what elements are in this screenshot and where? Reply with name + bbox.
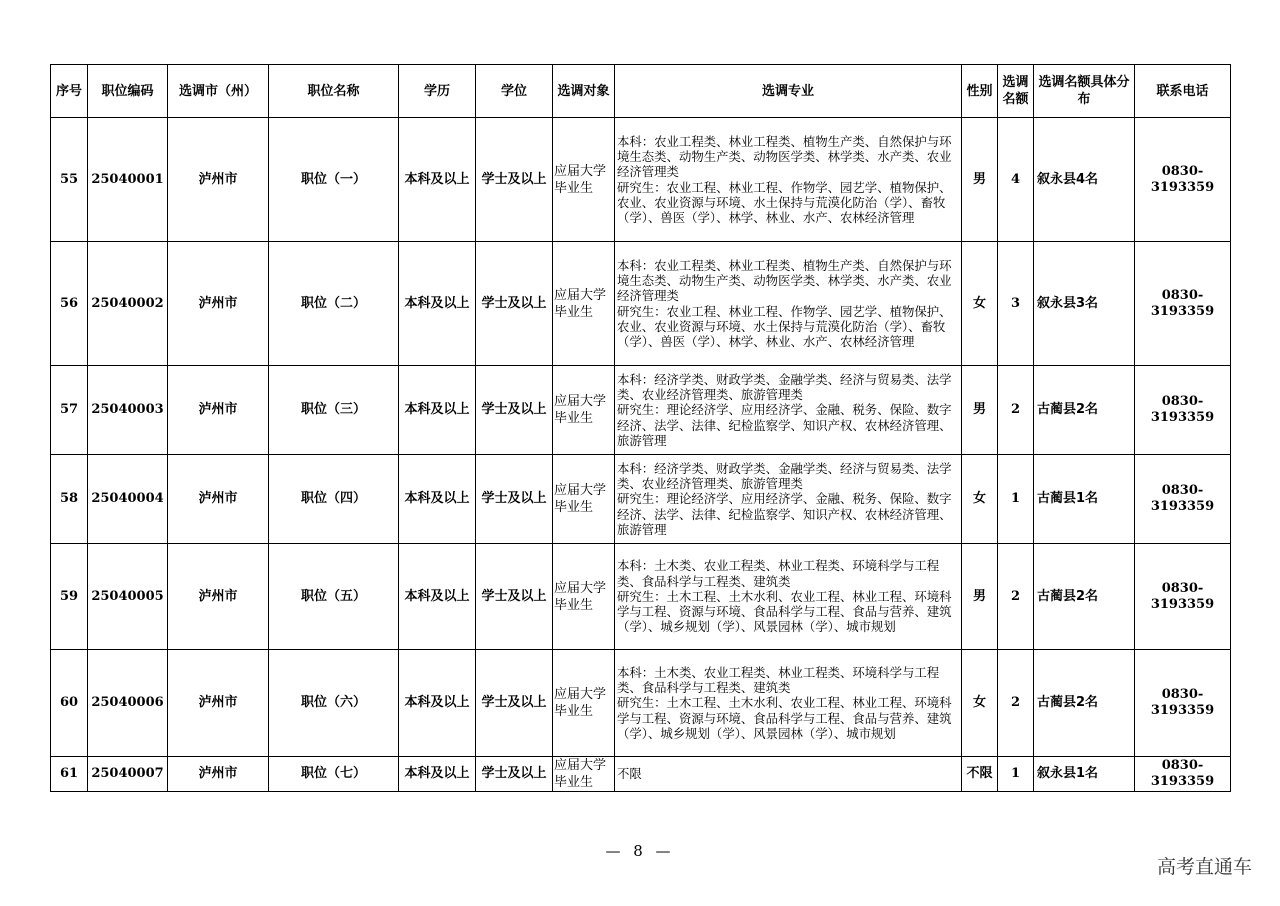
cell-gender: 男	[962, 544, 998, 650]
major-undergrad: 本科：农业工程类、林业工程类、植物生产类、自然保护与环境生态类、动物生产类、动物医学类、林学类、水产类、农业经济管理类	[617, 133, 952, 180]
recruitment-table	[50, 64, 1231, 792]
cell-target: 应届大学毕业生	[553, 650, 615, 757]
table-row	[51, 118, 1231, 242]
cell-degree: 学士及以上	[476, 118, 553, 242]
cell-distribution: 叙永县1名	[1034, 757, 1135, 792]
cell-phone: 0830-3193359	[1135, 455, 1231, 544]
header-phone: 联系电话	[1135, 65, 1231, 118]
cell-position: 职位（四）	[269, 455, 399, 544]
header-major: 选调专业	[615, 65, 962, 118]
cell-quota: 2	[998, 650, 1034, 757]
cell-phone: 0830-3193359	[1135, 650, 1231, 757]
major-grad: 研究生：农业工程、林业工程、作物学、园艺学、植物保护、农业、农业资源与环境、水土保持与荒漠化防治（学）、畜牧（学）、兽医（学）、林学、林业、水产、农林经济管理	[617, 303, 952, 349]
cell-distribution: 古蔺县2名	[1034, 650, 1135, 757]
page-number: — 8 —	[605, 842, 675, 860]
cell-quota: 3	[998, 242, 1034, 366]
cell-major	[615, 242, 962, 366]
cell-gender: 不限	[962, 757, 998, 792]
cell-major	[615, 650, 962, 757]
cell-target: 应届大学毕业生	[553, 366, 615, 455]
cell-city: 泸州市	[168, 242, 269, 366]
header-position: 职位名称	[269, 65, 399, 118]
cell-position: 职位（二）	[269, 242, 399, 366]
cell-distribution: 叙永县4名	[1034, 118, 1135, 242]
cell-phone: 0830-3193359	[1135, 118, 1231, 242]
major-undergrad: 本科：土木类、农业工程类、林业工程类、环境科学与工程类、食品科学与工程类、建筑类	[617, 664, 940, 696]
cell-target: 应届大学毕业生	[553, 242, 615, 366]
cell-target: 应届大学毕业生	[553, 455, 615, 544]
cell-city: 泸州市	[168, 650, 269, 757]
major-grad: 研究生：理论经济学、应用经济学、金融、税务、保险、数字经济、法学、法律、纪检监察学、知识产权、农林经济管理、旅游管理	[617, 402, 952, 448]
cell-education: 本科及以上	[399, 757, 476, 792]
cell-seq: 61	[51, 757, 88, 792]
major-undergrad: 本科：农业工程类、林业工程类、植物生产类、自然保护与环境生态类、动物生产类、动物医学类、林学类、水产类、农业经济管理类	[617, 257, 952, 304]
cell-quota: 1	[998, 757, 1034, 792]
table-row	[51, 366, 1231, 455]
header-gender: 性别	[962, 65, 998, 118]
cell-city: 泸州市	[168, 757, 269, 792]
major-undergrad: 本科：经济学类、财政学类、金融学类、经济与贸易类、法学类、农业经济管理类、旅游管理类	[617, 460, 952, 492]
major-grad: 研究生：农业工程、林业工程、作物学、园艺学、植物保护、农业、农业资源与环境、水土保持与荒漠化防治（学）、畜牧（学）、兽医（学）、林学、林业、水产、农林经济管理	[617, 179, 952, 225]
cell-degree: 学士及以上	[476, 242, 553, 366]
major-undergrad: 本科：经济学类、财政学类、金融学类、经济与贸易类、法学类、农业经济管理类、旅游管理类	[617, 371, 952, 403]
cell-phone: 0830-3193359	[1135, 242, 1231, 366]
cell-major	[615, 118, 962, 242]
cell-education: 本科及以上	[399, 366, 476, 455]
cell-city: 泸州市	[168, 544, 269, 650]
cell-target: 应届大学毕业生	[553, 757, 615, 792]
major-grad: 研究生：理论经济学、应用经济学、金融、税务、保险、数字经济、法学、法律、纪检监察学、知识产权、农林经济管理、旅游管理	[617, 491, 952, 537]
cell-gender: 男	[962, 366, 998, 455]
cell-degree: 学士及以上	[476, 366, 553, 455]
cell-position: 职位（一）	[269, 118, 399, 242]
cell-seq: 60	[51, 650, 88, 757]
cell-code: 25040004	[88, 455, 168, 544]
cell-distribution: 古蔺县1名	[1034, 455, 1135, 544]
cell-city: 泸州市	[168, 118, 269, 242]
cell-distribution: 古蔺县2名	[1034, 544, 1135, 650]
cell-code: 25040007	[88, 757, 168, 792]
cell-major	[615, 544, 962, 650]
cell-education: 本科及以上	[399, 455, 476, 544]
cell-education: 本科及以上	[399, 650, 476, 757]
cell-degree: 学士及以上	[476, 650, 553, 757]
header-education: 学历	[399, 65, 476, 118]
cell-quota: 4	[998, 118, 1034, 242]
header-code: 职位编码	[88, 65, 168, 118]
cell-education: 本科及以上	[399, 544, 476, 650]
cell-quota: 1	[998, 455, 1034, 544]
cell-gender: 女	[962, 242, 998, 366]
cell-gender: 女	[962, 650, 998, 757]
cell-seq: 58	[51, 455, 88, 544]
major-undergrad: 不限	[617, 766, 642, 782]
cell-education: 本科及以上	[399, 118, 476, 242]
cell-degree: 学士及以上	[476, 757, 553, 792]
cell-education: 本科及以上	[399, 242, 476, 366]
header-degree: 学位	[476, 65, 553, 118]
header-city: 选调市（州）	[168, 65, 269, 118]
cell-seq: 57	[51, 366, 88, 455]
cell-quota: 2	[998, 366, 1034, 455]
cell-target: 应届大学毕业生	[553, 118, 615, 242]
cell-position: 职位（六）	[269, 650, 399, 757]
cell-major	[615, 455, 962, 544]
major-grad: 研究生：土木工程、土木水利、农业工程、林业工程、环境科学与工程、资源与环境、食品科学与工程、食品与营养、建筑（学）、城乡规划（学）、风景园林（学）、城市规划	[617, 695, 952, 741]
cell-major	[615, 757, 962, 792]
cell-city: 泸州市	[168, 455, 269, 544]
cell-distribution: 古蔺县2名	[1034, 366, 1135, 455]
watermark-text: 高考直通车	[1156, 856, 1252, 878]
cell-quota: 2	[998, 544, 1034, 650]
cell-target: 应届大学毕业生	[553, 544, 615, 650]
major-grad: 研究生：土木工程、土木水利、农业工程、林业工程、环境科学与工程、资源与环境、食品科学与工程、食品与营养、建筑（学）、城乡规划（学）、风景园林（学）、城市规划	[617, 588, 952, 635]
cell-phone: 0830-3193359	[1135, 757, 1231, 792]
table-row	[51, 242, 1231, 366]
table-row	[51, 544, 1231, 650]
cell-code: 25040003	[88, 366, 168, 455]
cell-seq: 59	[51, 544, 88, 650]
cell-code: 25040006	[88, 650, 168, 757]
cell-code: 25040005	[88, 544, 168, 650]
cell-city: 泸州市	[168, 366, 269, 455]
cell-seq: 55	[51, 118, 88, 242]
header-target: 选调对象	[553, 65, 615, 118]
cell-seq: 56	[51, 242, 88, 366]
cell-position: 职位（三）	[269, 366, 399, 455]
table-row	[51, 455, 1231, 544]
header-seq: 序号	[51, 65, 88, 118]
cell-degree: 学士及以上	[476, 544, 553, 650]
cell-position: 职位（七）	[269, 757, 399, 792]
header-distribution: 选调名额具体分布	[1034, 65, 1135, 118]
cell-gender: 男	[962, 118, 998, 242]
cell-gender: 女	[962, 455, 998, 544]
header-quota: 选调名额	[998, 65, 1034, 118]
cell-major	[615, 366, 962, 455]
cell-phone: 0830-3193359	[1135, 366, 1231, 455]
cell-code: 25040002	[88, 242, 168, 366]
cell-code: 25040001	[88, 118, 168, 242]
major-undergrad: 本科：土木类、农业工程类、林业工程类、环境科学与工程类、食品科学与工程类、建筑类	[617, 558, 940, 589]
cell-degree: 学士及以上	[476, 455, 553, 544]
cell-position: 职位（五）	[269, 544, 399, 650]
header-row	[51, 65, 1231, 118]
cell-distribution: 叙永县3名	[1034, 242, 1135, 366]
table-row	[51, 757, 1231, 792]
cell-phone: 0830-3193359	[1135, 544, 1231, 650]
table-row	[51, 650, 1231, 757]
